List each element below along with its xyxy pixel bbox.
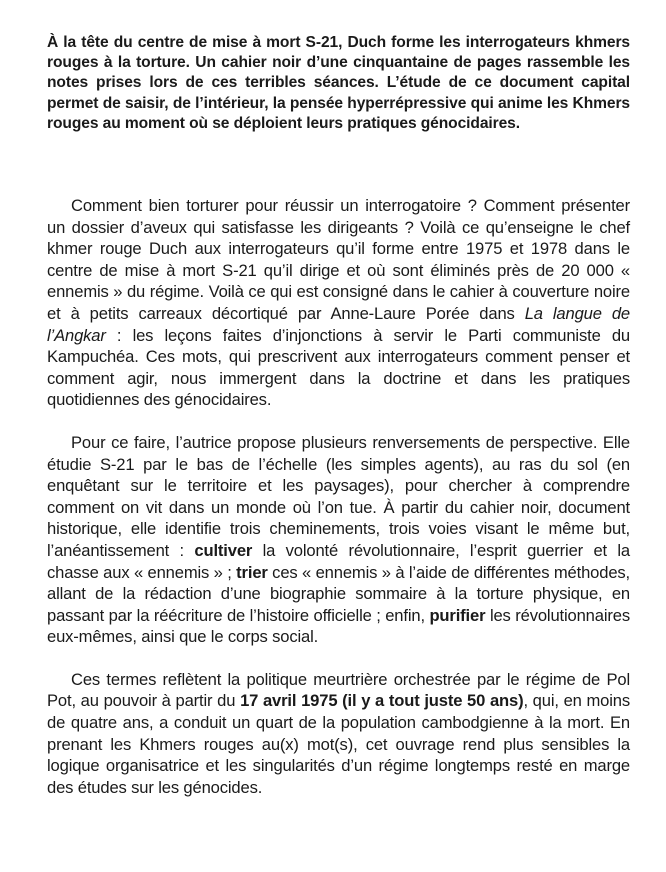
intro-paragraph: À la tête du centre de mise à mort S-21, Duch forme les interrogateurs khmers rouges à la torture. Un cahier noir d’une cinquantaine de pages rassemble les notes prises lors de ces terribles séances. L’étude de ce document capital permet de saisir, de l’intérieur, la pensée hyperrépressive qui anime les Khmers rouges au moment où se déploient leurs pratiques génocidaires. bbox=[47, 34, 630, 132]
paragraph-3-text-a: Ces termes reflètent la politique meurtrière orchestrée par le régime de Pol Pot, au pouvoir à partir du bbox=[47, 669, 630, 711]
keyword-cultiver: cultiver bbox=[194, 540, 253, 560]
article-body bbox=[47, 195, 630, 798]
paragraph-2-text-a: Pour ce faire, l’autrice propose plusieurs renversements de perspective. Elle étudie S-21 par le bas de l’échelle (les simples agents), au ras du sol (en enquêtant sur le territoire et les paysages), pour chercher à comprendre comment on vit dans un monde où l’on tue. À partir du cahier noir, document historique, elle identifie trois cheminements, trois voies visant le même but, l’anéantissement : bbox=[47, 432, 630, 560]
paragraph-3 bbox=[47, 669, 630, 799]
article bbox=[47, 33, 630, 819]
book-title: La langue de l’Angkar bbox=[47, 303, 630, 345]
paragraph-2-text-d: les révolutionnaires eux-mêmes, ainsi que le corps social. bbox=[47, 605, 630, 647]
keyword-trier: trier bbox=[236, 562, 268, 582]
highlighted-date: 17 avril 1975 (il y a tout juste 50 ans) bbox=[240, 691, 524, 711]
paragraph-3-text-b: , qui, en moins de quatre ans, a conduit un quart de la population cambodgienne à la mort. En prenant les Khmers rouges au(x) mot(s), cet ouvrage rend plus sensibles la logique organisatrice et les singularités d’un régime longtemps resté en marge des études sur les génocides. bbox=[47, 691, 630, 797]
paragraph-2-text-b: la volonté révolutionnaire, l’esprit guerrier et la chasse aux « ennemis » ; bbox=[47, 540, 630, 582]
paragraph-1 bbox=[47, 195, 630, 411]
paragraph-2-text-c: ces « ennemis » à l’aide de différentes méthodes, allant de la rédaction d’une biographie sommaire à la torture physique, en passant par la réécriture de l’histoire officielle ; enfin, bbox=[47, 562, 631, 625]
paragraph-1-text-a: Comment bien torturer pour réussir un interrogatoire ? Comment présenter un dossier d’aveux qui satisfasse les dirigeants ? Voilà ce qu’enseigne le chef khmer rouge Duch aux interrogateurs qu’il forme entre 1975 et 1978 dans le centre de mise à mort S-21 qu’il dirige et où sont éliminés près de 20 000 « ennemis » du régime. Voilà ce qui est consigné dans le cahier à couverture noire et à petits carreaux décortiqué par Anne-Laure Porée dans bbox=[47, 196, 630, 323]
keyword-purifier: purifier bbox=[429, 605, 486, 625]
paragraph-2 bbox=[47, 432, 630, 648]
paragraph-1-text-b: : les leçons faites d’injonctions à servir le Parti communiste du Kampuchéa. Ces mots, qui prescrivent aux interrogateurs comment penser et comment agir, nous immergent dans la doctrine et dans les pratiques quotidiennes des génocidaires. bbox=[47, 325, 630, 410]
